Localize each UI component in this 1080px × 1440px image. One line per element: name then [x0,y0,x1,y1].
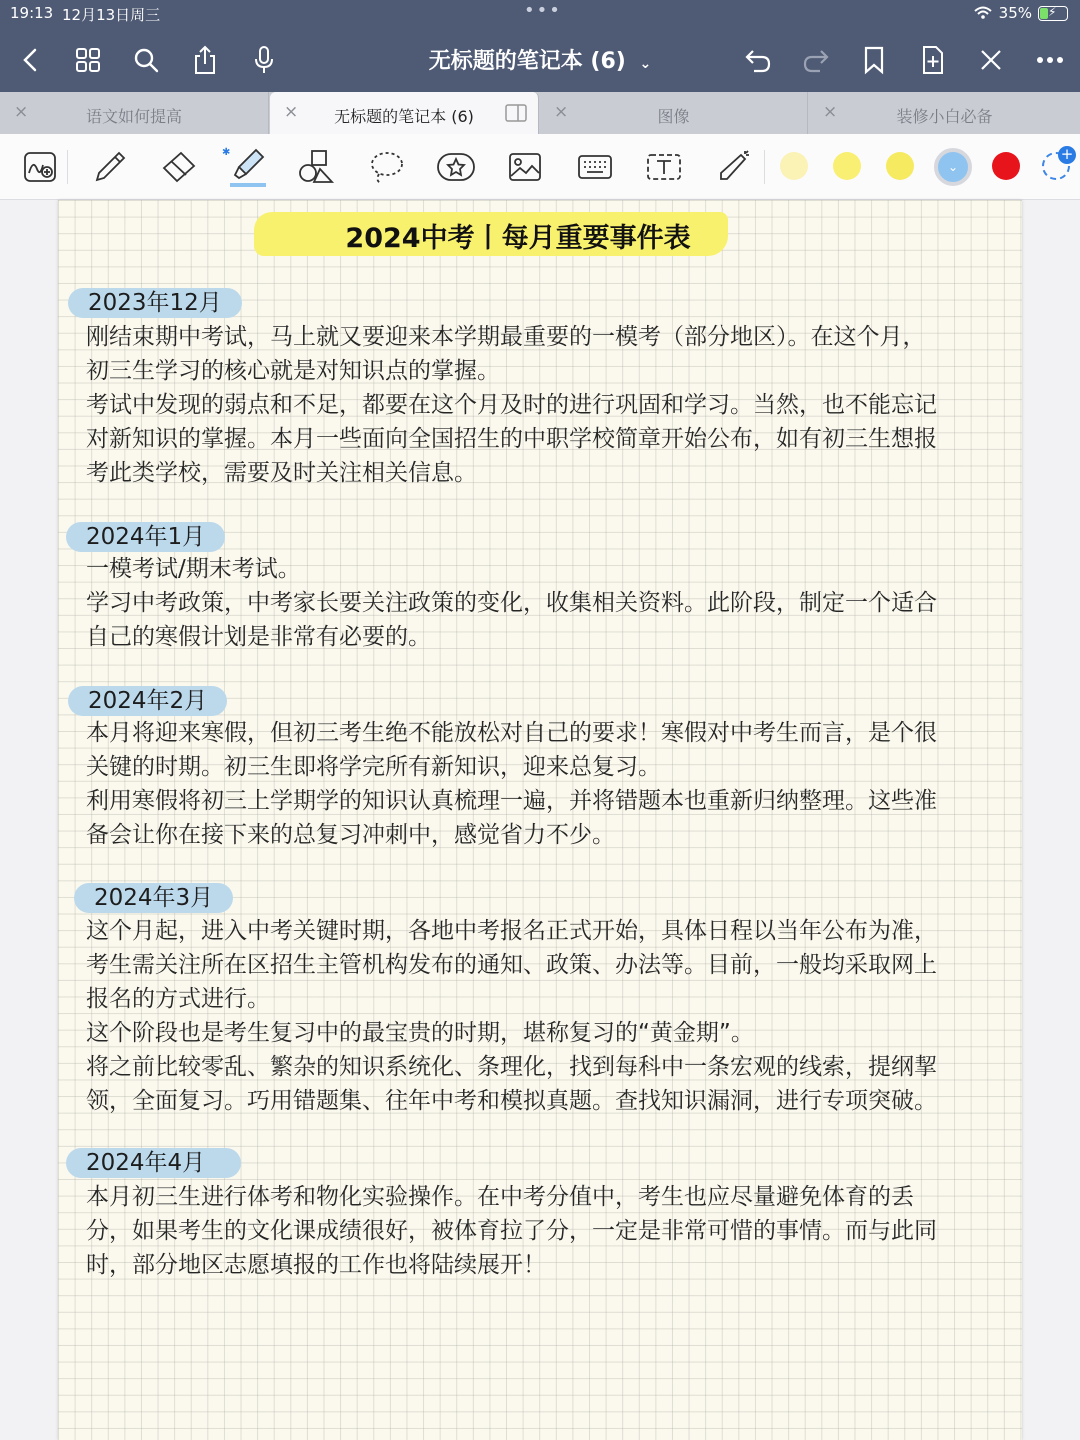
text-line: 报名的方式进行。 [86,986,270,1012]
color-swatch-red[interactable] [992,152,1020,180]
highlighter-tool-icon[interactable] [222,147,268,187]
month-label: 2024年2月 [68,686,227,716]
text-line: 考此类学校，需要及时关注相关信息。 [86,460,477,486]
svg-text:✱: ✱ [222,147,231,158]
add-page-icon[interactable] [915,42,951,78]
more-icon[interactable] [1032,42,1068,78]
text-line: 将之前比较零乱、繁杂的知识系统化、条理化，找到每科中一条宏观的线索，提纲挈 [86,1054,937,1080]
color-swatch-yellow-2[interactable] [886,152,914,180]
tab-label: 无标题的笔记本 (6) [334,107,474,126]
status-time: 19:13 [10,4,54,22]
tab-item[interactable] [540,92,808,134]
tab-item[interactable] [0,92,269,134]
text-line: 刚结束期中考试，马上就又要迎来本学期最重要的一模考（部分地区）。在这个月， [86,324,926,350]
note-title: 2024中考丨每月重要事件表 [345,223,691,254]
close-icon[interactable]: × [823,102,838,122]
close-icon[interactable]: × [554,102,569,122]
status-date: 12月13日周三 [62,6,161,24]
text-tool-icon[interactable] [644,147,684,187]
sticker-tool-icon[interactable] [436,147,476,187]
toolbar-divider [764,150,765,184]
color-swatch-blue-selected[interactable]: ⌄ [934,148,972,186]
grid-view-icon[interactable] [70,42,106,78]
section-body [86,320,986,490]
month-label: 2024年4月 [66,1148,241,1178]
close-icon[interactable]: × [284,102,299,122]
text-line: 本月将迎来寒假，但初三考生绝不能放松对自己的要求！寒假对中考生而言，是个很 [86,720,937,746]
top-bar [0,0,1080,92]
text-line: 本月初三生进行体考和物化实验操作。在中考分值中，考生也应尽量避免体育的丢 [86,1184,914,1210]
status-bar [0,0,1080,28]
month-label: 2024年3月 [74,883,233,913]
tab-bar [0,92,1080,134]
nav-bar [0,34,1080,84]
color-swatch-pale-yellow[interactable] [780,152,808,180]
note-page[interactable] [58,200,1022,1440]
redo-icon[interactable] [798,42,834,78]
text-line: 学习中考政策，中考家长要关注政策的变化，收集相关资料。此阶段，制定一个适合 [86,590,937,616]
section-body [86,914,986,1118]
color-swatch-yellow[interactable] [833,152,861,180]
pen-tool-icon[interactable] [90,147,130,187]
eraser-tool-icon[interactable] [158,147,198,187]
back-icon[interactable] [12,42,48,78]
tab-label: 语文如何提高 [85,107,182,126]
tool-bar [0,134,1080,200]
section-body [86,716,986,852]
text-line: 自己的寒假计划是非常有必要的。 [86,624,431,650]
search-icon[interactable] [128,42,164,78]
text-line: 备会让你在接下来的总复习冲刺中，感觉省力不少。 [86,822,615,848]
text-line: 利用寒假将初三上学期学的知识认真梳理一遍，并将错题本也重新归纳整理。这些准 [86,788,937,814]
battery-icon: ⚡ [1038,6,1068,21]
text-line: 领，全面复习。巧用错题集、往年中考和模拟真题。查找知识漏洞，进行专项突破。 [86,1088,937,1114]
text-line: 考试中发现的弱点和不足，都要在这个月及时的进行巩固和学习。当然，也不能忘记 [86,392,937,418]
read-only-toggle-icon[interactable] [20,147,60,187]
add-color-icon[interactable]: + [1042,152,1070,180]
toolbar-divider [67,150,68,184]
text-line: 这个阶段也是考生复习中的最宝贵的时期，堪称复习的“黄金期”。 [86,1020,754,1046]
chevron-down-icon[interactable]: ⌄ [639,56,652,72]
section-body [86,552,986,654]
bookmark-icon[interactable] [856,42,892,78]
section-body [86,1180,986,1282]
text-line: 时，部分地区志愿填报的工作也将陆续展开！ [86,1252,546,1278]
text-line: 考生需关注所在区招生主管机构发布的通知、政策、办法等。目前，一般均采取网上 [86,952,937,978]
image-tool-icon[interactable] [505,147,545,187]
share-icon[interactable] [187,42,223,78]
wifi-icon [973,6,993,20]
text-line: 初三生学习的核心就是对知识点的掌握。 [86,358,500,384]
split-view-icon[interactable] [505,104,527,122]
month-label: 2024年1月 [66,522,225,552]
microphone-icon[interactable] [246,42,282,78]
shape-tool-icon[interactable] [297,147,337,187]
keyboard-tool-icon[interactable] [575,147,615,187]
multitask-dots-icon[interactable]: ••• [524,0,562,21]
text-line: 关键的时期。初三生即将学完所有新知识，迎来总复习。 [86,754,661,780]
lasso-tool-icon[interactable] [367,147,407,187]
notebook-title[interactable]: 无标题的笔记本 (6) [428,49,626,74]
laser-pointer-icon[interactable] [713,147,753,187]
tab-label: 图像 [657,107,690,126]
text-line: 对新知识的掌握。本月一些面向全国招生的中职学校简章开始公布，如有初三生想报 [86,426,937,452]
close-pen-icon[interactable] [973,42,1009,78]
tab-item-active[interactable] [270,92,539,134]
text-line: 一模考试/期末考试。 [86,556,301,582]
month-label: 2023年12月 [68,288,242,318]
battery-percent: 35% [998,4,1032,22]
undo-icon[interactable] [740,42,776,78]
text-line: 分，如果考生的文化课成绩很好，被体育拉了分，一定是非常可惜的事情。而与此同 [86,1218,937,1244]
tab-item[interactable] [809,92,1080,134]
tab-label: 装修小白必备 [896,107,993,126]
text-line: 这个月起，进入中考关键时期，各地中考报名正式开始，具体日程以当年公布为准， [86,918,937,944]
close-icon[interactable]: × [14,102,29,122]
status-right [973,4,1068,22]
